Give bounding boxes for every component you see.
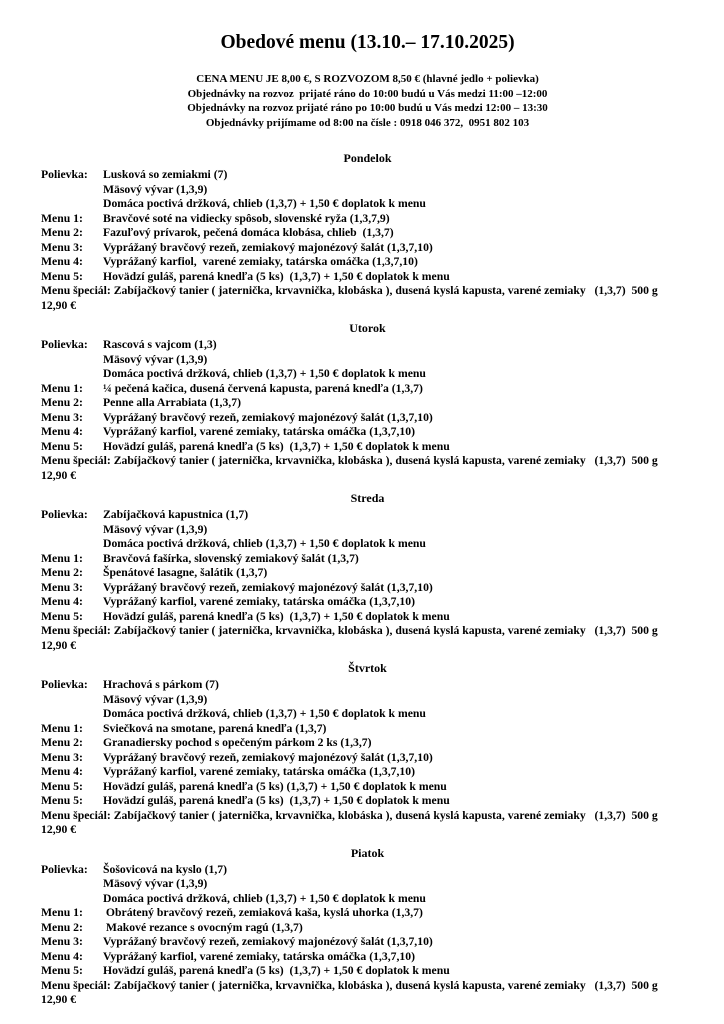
menu-line bbox=[41, 794, 694, 809]
menu-line-label: Menu 3: bbox=[41, 580, 83, 594]
menu-line bbox=[41, 226, 694, 241]
menu-line-text: Mäsový vývar (1,3,9) bbox=[103, 877, 208, 890]
menu-line bbox=[41, 964, 694, 979]
menu-line bbox=[41, 338, 694, 353]
menu-line bbox=[41, 469, 694, 484]
day-header: Pondelok bbox=[343, 151, 392, 165]
menu-line-text: Vyprážaný karfiol, varené zemiaky, tatárska omáčka (1,3,7,10) bbox=[103, 949, 415, 963]
price-info-line: CENA MENU JE 8,00 €, S ROZVOZOM 8,50 € (hlavné jedlo + polievka) bbox=[196, 73, 539, 85]
menu-line bbox=[41, 581, 694, 596]
menu-line-label: Polievka: bbox=[41, 678, 88, 691]
delivery-after-10-line: Objednávky na rozvoz prijaté ráno po 10:00 budú u Vás medzi 12:00 – 13:30 bbox=[187, 102, 548, 114]
menu-line bbox=[41, 411, 694, 426]
day-header: Piatok bbox=[350, 845, 385, 860]
menu-line-label: Menu 5: bbox=[41, 794, 83, 807]
menu-line bbox=[41, 168, 694, 183]
menu-line-text: Makové rezance s ovocným ragú (1,3,7) bbox=[103, 920, 303, 934]
menu-line-label: 12,90 € bbox=[41, 468, 77, 482]
menu-line bbox=[41, 212, 694, 227]
menu-line-text: Hovädzí guláš, parená knedľa (5 ks) (1,3,7) + 1,50 € doplatok k menu bbox=[103, 269, 450, 283]
day-header: Štvrtok bbox=[348, 661, 387, 675]
info-header bbox=[41, 72, 694, 130]
day-section-1 bbox=[41, 321, 694, 483]
menu-line-label: Menu špeciál: bbox=[41, 978, 111, 992]
menu-line-label: 12,90 € bbox=[41, 823, 77, 836]
menu-line-label: Menu 5: bbox=[41, 439, 83, 453]
menu-line-label: 12,90 € bbox=[41, 993, 77, 1006]
menu-line bbox=[41, 255, 694, 270]
day-section-2 bbox=[41, 491, 694, 653]
menu-line-label: Menu špeciál: bbox=[41, 624, 111, 637]
menu-line-text: Zabíjačkový tanier ( jaternička, krvavnička, klobáska ), dusená kyslá kapusta, varené zemiaky (1,3,7) 500 g bbox=[110, 284, 658, 297]
menu-line-label: Menu 4: bbox=[41, 255, 83, 268]
menu-line bbox=[41, 877, 694, 892]
menu-line-label: Menu špeciál: bbox=[41, 284, 111, 297]
menu-line-text: Domáca poctivá držková, chlieb (1,3,7) + 1,50 € doplatok k menu bbox=[103, 891, 426, 905]
menu-line-text: Domáca poctivá držková, chlieb (1,3,7) + 1,50 € doplatok k menu bbox=[103, 197, 426, 210]
menu-line-label: Menu 5: bbox=[41, 609, 83, 623]
day-section-3 bbox=[41, 661, 694, 838]
menu-line bbox=[41, 863, 694, 878]
menu-line-text: Vyprážaný karfiol, varené zemiaky, tatárska omáčka (1,3,7,10) bbox=[103, 765, 415, 778]
menu-line-label: 12,90 € bbox=[41, 638, 77, 652]
menu-line-text: Domáca poctivá držková, chlieb (1,3,7) + 1,50 € doplatok k menu bbox=[103, 707, 426, 720]
menu-line-text: Domáca poctivá držková, chlieb (1,3,7) + 1,50 € doplatok k menu bbox=[103, 537, 426, 550]
menu-line-label: Menu 4: bbox=[41, 425, 83, 438]
menu-line-text: Hovädzí guláš, parená knedľa (5 ks) (1,3,7) + 1,50 € doplatok k menu bbox=[103, 609, 450, 623]
menu-line-text: Vyprážaný karfiol, varené zemiaky, tatárska omáčka (1,3,7,10) bbox=[103, 595, 415, 608]
menu-line-text: Sviečková na smotane, parená knedľa (1,3,7) bbox=[103, 721, 327, 735]
menu-line-label: Menu 2: bbox=[41, 226, 83, 239]
menu-line bbox=[41, 736, 694, 751]
menu-line-label: Menu 2: bbox=[41, 566, 83, 579]
menu-line bbox=[41, 197, 694, 212]
menu-line bbox=[41, 508, 694, 523]
menu-line-text: Vyprážaný bravčový rezeň, zemiakový majonézový šalát (1,3,7,10) bbox=[103, 410, 433, 424]
menu-line-label: Menu 3: bbox=[41, 750, 83, 764]
menu-line bbox=[41, 765, 694, 780]
menu-line-text: Domáca poctivá držková, chlieb (1,3,7) + 1,50 € doplatok k menu bbox=[103, 367, 426, 380]
menu-line-text: Zabíjačkový tanier ( jaternička, krvavnička, klobáska ), dusená kyslá kapusta, varené zemiaky (1,3,7) 500 g bbox=[110, 978, 658, 992]
menu-line bbox=[41, 751, 694, 766]
menu-line bbox=[41, 950, 694, 965]
menu-line-text: Zabíjačková kapustnica (1,7) bbox=[103, 508, 249, 521]
menu-line-text: Zabíjačkový tanier ( jaternička, krvavnička, klobáska ), dusená kyslá kapusta, varené zemiaky (1,3,7) 500 g bbox=[110, 624, 658, 637]
menu-line-label: Menu 3: bbox=[41, 410, 83, 424]
menu-line-text: Lusková so zemiakmi (7) bbox=[103, 168, 228, 181]
menu-line-label: Menu 1: bbox=[41, 906, 83, 919]
menu-line bbox=[41, 993, 694, 1008]
menu-line-text: Fazuľový prívarok, pečená domáca klobása, chlieb (1,3,7) bbox=[103, 226, 394, 239]
menu-line-label: Polievka: bbox=[41, 338, 88, 351]
menu-line-label: Menu 5: bbox=[41, 964, 83, 977]
menu-line-text: Vyprážaný bravčový rezeň, zemiakový majonézový šalát (1,3,7,10) bbox=[103, 580, 433, 594]
menu-line-text: Bravčová fašírka, slovenský zemiakový šalát (1,3,7) bbox=[103, 551, 359, 565]
menu-line-label: Menu špeciál: bbox=[41, 454, 111, 467]
menu-line bbox=[41, 552, 694, 567]
menu-line bbox=[41, 284, 694, 299]
menu-line-label: Menu 3: bbox=[41, 935, 83, 948]
menu-line-text: Hovädzí guláš, parená knedľa (5 ks) (1,3,7) + 1,50 € doplatok k menu bbox=[103, 964, 450, 977]
menu-line-text: Vyprážaný karfiol, varené zemiaky, tatárska omáčka (1,3,7,10) bbox=[103, 255, 418, 268]
menu-line-label: Menu 1: bbox=[41, 381, 83, 395]
menu-line bbox=[41, 935, 694, 950]
menu-line-text: Penne alla Arrabiata (1,3,7) bbox=[103, 396, 241, 409]
menu-line-text: Obrátený bravčový rezeň, zemiaková kaša, kyslá uhorka (1,3,7) bbox=[103, 906, 423, 919]
menu-line-text: Mäsový vývar (1,3,9) bbox=[103, 352, 208, 366]
menu-line-label: Menu špeciál: bbox=[41, 808, 111, 822]
menu-line-text: Rascová s vajcom (1,3) bbox=[103, 338, 217, 351]
menu-line-text: Mäsový vývar (1,3,9) bbox=[103, 182, 208, 196]
menu-line bbox=[41, 425, 694, 440]
menu-line-text: Mäsový vývar (1,3,9) bbox=[103, 692, 208, 706]
menu-line bbox=[41, 823, 694, 838]
menu-line bbox=[41, 892, 694, 907]
menu-line-label: Menu 1: bbox=[41, 721, 83, 735]
menu-line-label: 12,90 € bbox=[41, 298, 77, 312]
menu-line-text: Hovädzí guláš, parená knedľa (5 ks) (1,3,7) + 1,50 € doplatok k menu bbox=[103, 439, 450, 453]
menu-line-label: Polievka: bbox=[41, 168, 88, 181]
menu-line-text: Zabíjačkový tanier ( jaternička, krvavnička, klobáska ), dusená kyslá kapusta, varené zemiaky (1,3,7) 500 g bbox=[110, 808, 658, 822]
menu-line bbox=[41, 639, 694, 654]
menu-line-text: Šošovicová na kyslo (1,7) bbox=[103, 862, 228, 876]
menu-line bbox=[41, 367, 694, 382]
delivery-before-10-line: Objednávky na rozvoz prijaté ráno do 10:00 budú u Vás medzi 11:00 –12:00 bbox=[187, 87, 548, 100]
menu-line bbox=[41, 979, 694, 994]
menu-line-text: Vyprážaný bravčový rezeň, zemiakový majonézový šalát (1,3,7,10) bbox=[103, 240, 433, 254]
menu-line-text: Zabíjačkový tanier ( jaternička, krvavnička, klobáska ), dusená kyslá kapusta, varené zemiaky (1,3,7) 500 g bbox=[110, 454, 658, 467]
menu-line bbox=[41, 707, 694, 722]
menu-line-label: Menu 5: bbox=[41, 269, 83, 283]
menu-line bbox=[41, 241, 694, 256]
menu-line-text: Mäsový vývar (1,3,9) bbox=[103, 522, 208, 536]
day-header: Streda bbox=[350, 491, 385, 505]
menu-line bbox=[41, 523, 694, 538]
page-title: Obedové menu (13.10.– 17.10.2025) bbox=[220, 32, 515, 53]
menu-line bbox=[41, 566, 694, 581]
menu-line-text: Hovädzí guláš, parená knedľa (5 ks) (1,3,7) + 1,50 € doplatok k menu bbox=[103, 779, 447, 793]
menu-line-label: Menu 5: bbox=[41, 779, 83, 793]
menu-line bbox=[41, 906, 694, 921]
menu-line bbox=[41, 595, 694, 610]
day-section-4 bbox=[41, 846, 694, 1008]
menu-line-text: Granadiersky pochod s opečeným párkom 2 ks (1,3,7) bbox=[103, 736, 372, 749]
menu-line bbox=[41, 722, 694, 737]
menu-line bbox=[41, 809, 694, 824]
menu-line-label: Menu 1: bbox=[41, 211, 83, 225]
menu-line-label: Menu 2: bbox=[41, 736, 83, 749]
menu-line-label: Menu 2: bbox=[41, 396, 83, 409]
menu-line-label: Menu 2: bbox=[41, 920, 83, 934]
menu-line-text: Hrachová s párkom (7) bbox=[103, 678, 219, 691]
menu-line bbox=[41, 183, 694, 198]
menu-line-label: Menu 4: bbox=[41, 595, 83, 608]
day-section-0 bbox=[41, 151, 694, 313]
menu-line-label: Menu 1: bbox=[41, 551, 83, 565]
menu-line bbox=[41, 396, 694, 411]
menu-line bbox=[41, 624, 694, 639]
menu-line bbox=[41, 270, 694, 285]
menu-line-label: Menu 3: bbox=[41, 240, 83, 254]
order-phone-line: Objednávky prijímame od 8:00 na čísle : 0918 046 372, 0951 802 103 bbox=[205, 116, 530, 129]
menu-line bbox=[41, 440, 694, 455]
menu-line bbox=[41, 678, 694, 693]
menu-line-text: Bravčové soté na vidiecky spôsob, slovenské ryža (1,3,7,9) bbox=[103, 211, 390, 225]
menu-line bbox=[41, 382, 694, 397]
menu-line-text: Vyprážaný bravčový rezeň, zemiakový majonézový šalát (1,3,7,10) bbox=[103, 935, 433, 948]
menu-line-text: Špenátové lasagne, šalátik (1,3,7) bbox=[103, 566, 268, 579]
menu-line bbox=[41, 353, 694, 368]
menu-line bbox=[41, 921, 694, 936]
menu-line-label: Polievka: bbox=[41, 508, 88, 521]
menu-line bbox=[41, 537, 694, 552]
day-header: Utorok bbox=[349, 321, 386, 335]
menu-line-text: Vyprážaný bravčový rezeň, zemiakový majonézový šalát (1,3,7,10) bbox=[103, 750, 433, 764]
days-container bbox=[41, 151, 694, 1008]
menu-line-text: Hovädzí guláš, parená knedľa (5 ks) (1,3,7) + 1,50 € doplatok k menu bbox=[103, 794, 450, 807]
menu-line-label: Polievka: bbox=[41, 862, 88, 876]
menu-line bbox=[41, 693, 694, 708]
menu-line bbox=[41, 780, 694, 795]
menu-line bbox=[41, 610, 694, 625]
menu-line-label: Menu 4: bbox=[41, 765, 83, 778]
menu-line bbox=[41, 299, 694, 314]
menu-line bbox=[41, 454, 694, 469]
menu-line-label: Menu 4: bbox=[41, 949, 83, 963]
menu-line-text: ¼ pečená kačica, dusená červená kapusta, parená knedľa (1,3,7) bbox=[103, 381, 423, 395]
menu-line-text: Vyprážaný karfiol, varené zemiaky, tatárska omáčka (1,3,7,10) bbox=[103, 425, 415, 438]
